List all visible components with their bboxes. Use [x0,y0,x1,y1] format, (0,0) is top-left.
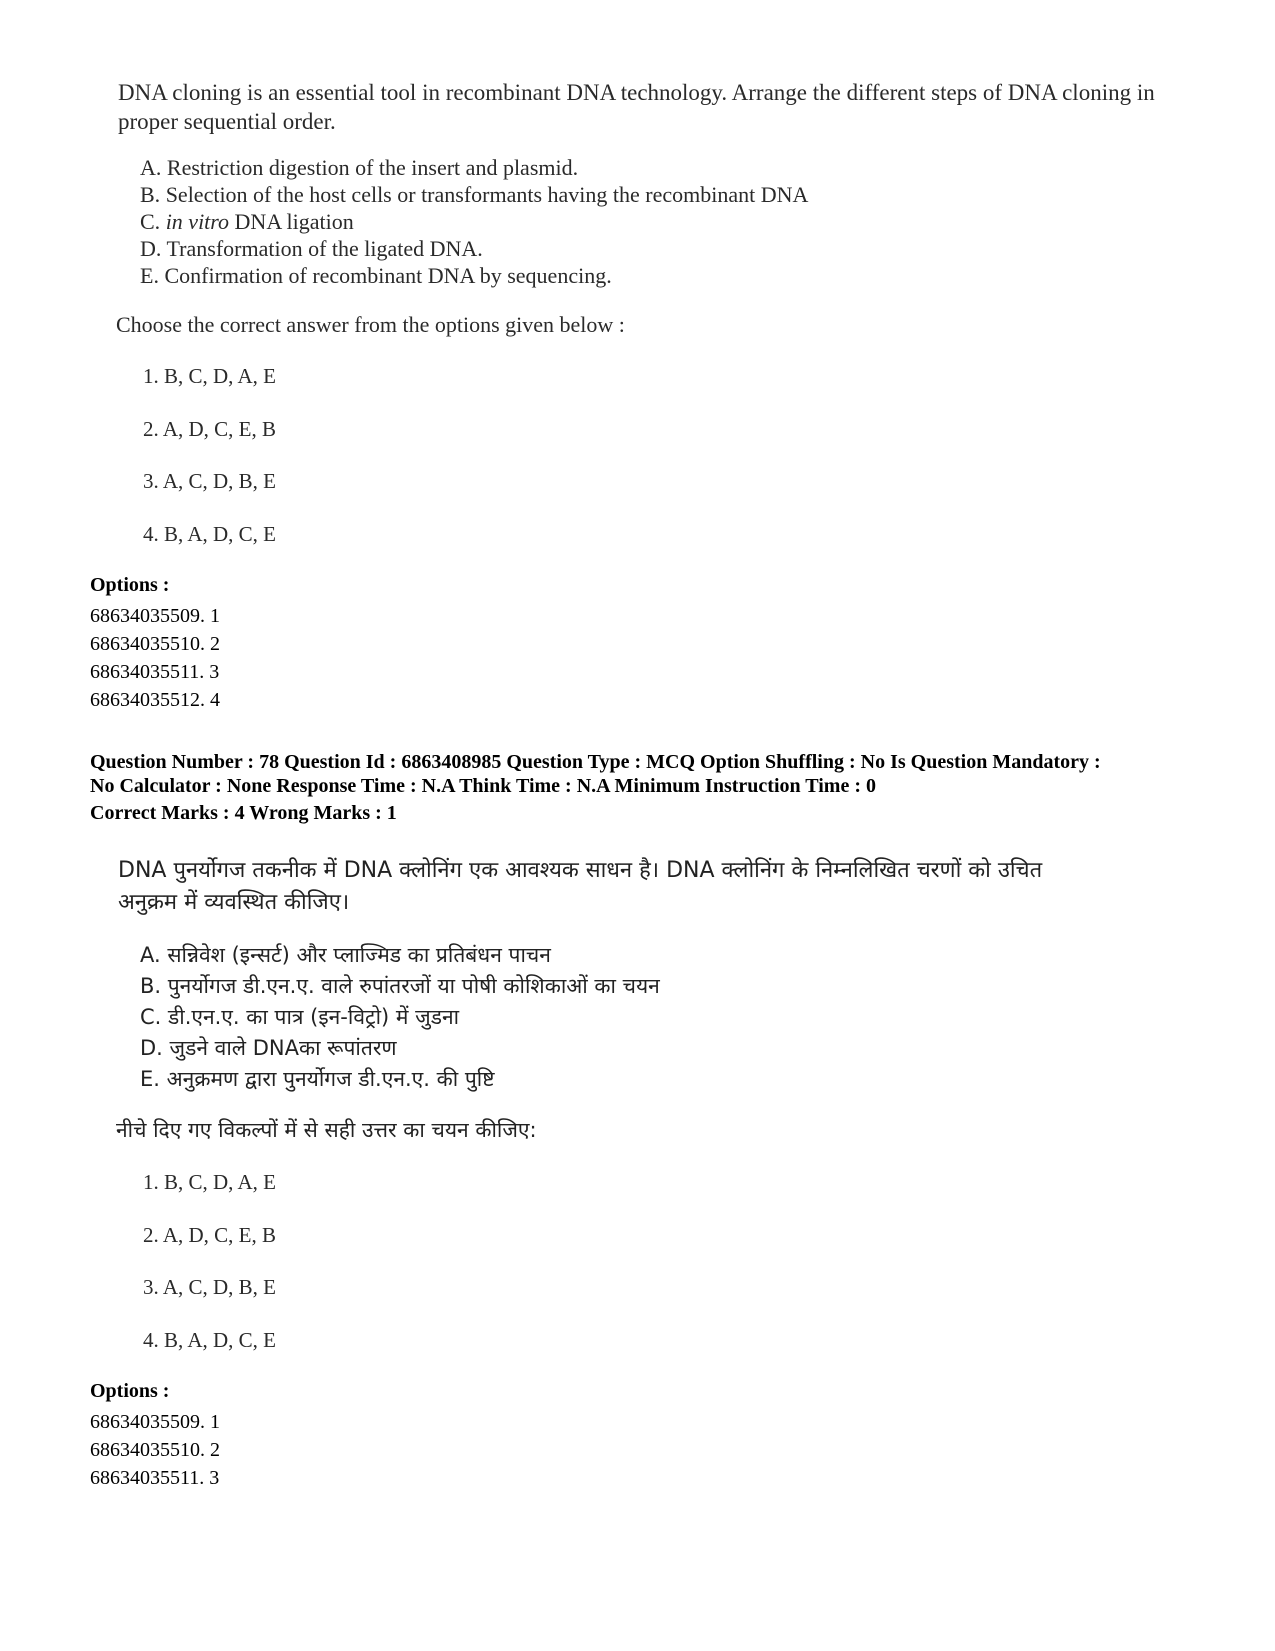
question-78-meta-line1: Question Number : 78 Question Id : 6863408985 Question Type : MCQ Option Shuffling : No Is Question Mandatory : [90,751,1101,773]
step-item: E. Confirmation of recombinant DNA by sequencing. [140,263,612,288]
option-item: 68634035511. 3 [90,1467,220,1489]
question-77-choices [143,364,276,574]
question-77-block [118,78,1198,136]
question-77-options-label: Options : [90,574,170,596]
option-item: 68634035512. 4 [90,689,220,711]
choice-item: 4. B, A, D, C, E [143,1327,277,1352]
question-77-steps [140,154,808,289]
choice-item: 1. B, C, D, A, E [143,364,277,388]
step-item: A. Restriction digestion of the insert and plasmid. [140,155,579,180]
question-78-marks: Correct Marks : 4 Wrong Marks : 1 [90,802,397,824]
question-77-options [90,602,220,714]
question-78-block [118,855,1198,919]
choice-item: 3. A, C, D, B, E [143,1275,277,1299]
option-item: 68634035511. 3 [90,661,220,683]
option-item: 68634035509. 1 [90,605,220,627]
question-78-choices [143,1170,276,1380]
question-77-prompt: Choose the correct answer from the options given below : [116,312,625,337]
step-item: C. डी.एन.ए. का पात्र (इन-विट्रो) में जुडना [140,1005,460,1029]
step-item: D. जुडने वाले DNAका रूपांतरण [140,1036,397,1060]
question-78-stem-line1: DNA पुनर्योगज तकनीक में DNA क्लोनिंग एक आवश्यक साधन है। DNA क्लोनिंग के निम्नलिखित चरणों को उचित [118,858,1043,883]
question-77-stem: DNA cloning is an essential tool in recombinant DNA technology. Arrange the different steps of DNA cloning in proper sequential order. [118,80,1155,134]
step-item: D. Transformation of the ligated DNA. [140,236,483,261]
step-item: B. पुनर्योगज डी.एन.ए. वाले रुपांतरजों या पोषी कोशिकाओं का चयन [140,974,660,998]
step-item: B. Selection of the host cells or transformants having the recombinant DNA [140,182,809,207]
option-item: 68634035509. 1 [90,1411,220,1433]
question-78-options [90,1408,220,1492]
option-item: 68634035510. 2 [90,633,220,655]
choice-item: 2. A, D, C, E, B [143,416,277,441]
choice-item: 3. A, C, D, B, E [143,469,277,493]
choice-item: 1. B, C, D, A, E [143,1170,277,1194]
question-78-options-label: Options : [90,1380,170,1402]
question-78-prompt: नीचे दिए गए विकल्पों में से सही उत्तर का चयन कीजिए: [116,1118,537,1142]
choice-item: 2. A, D, C, E, B [143,1222,277,1247]
question-78-meta-line2: No Calculator : None Response Time : N.A Think Time : N.A Minimum Instruction Time : 0 [90,775,876,797]
choice-item: 4. B, A, D, C, E [143,521,277,546]
step-item: A. सन्निवेश (इन्सर्ट) और प्लाज्मिड का प्रतिबंधन पाचन [140,943,551,967]
option-item: 68634035510. 2 [90,1439,220,1461]
question-78-steps [140,940,660,1095]
question-78-stem-line2: अनुक्रम में व्यवस्थित कीजिए। [118,890,350,915]
step-item: E. अनुक्रमण द्वारा पुनर्योगज डी.एन.ए. की पुष्टि [140,1067,495,1091]
step-item: C. in vitro DNA ligation [140,209,354,234]
